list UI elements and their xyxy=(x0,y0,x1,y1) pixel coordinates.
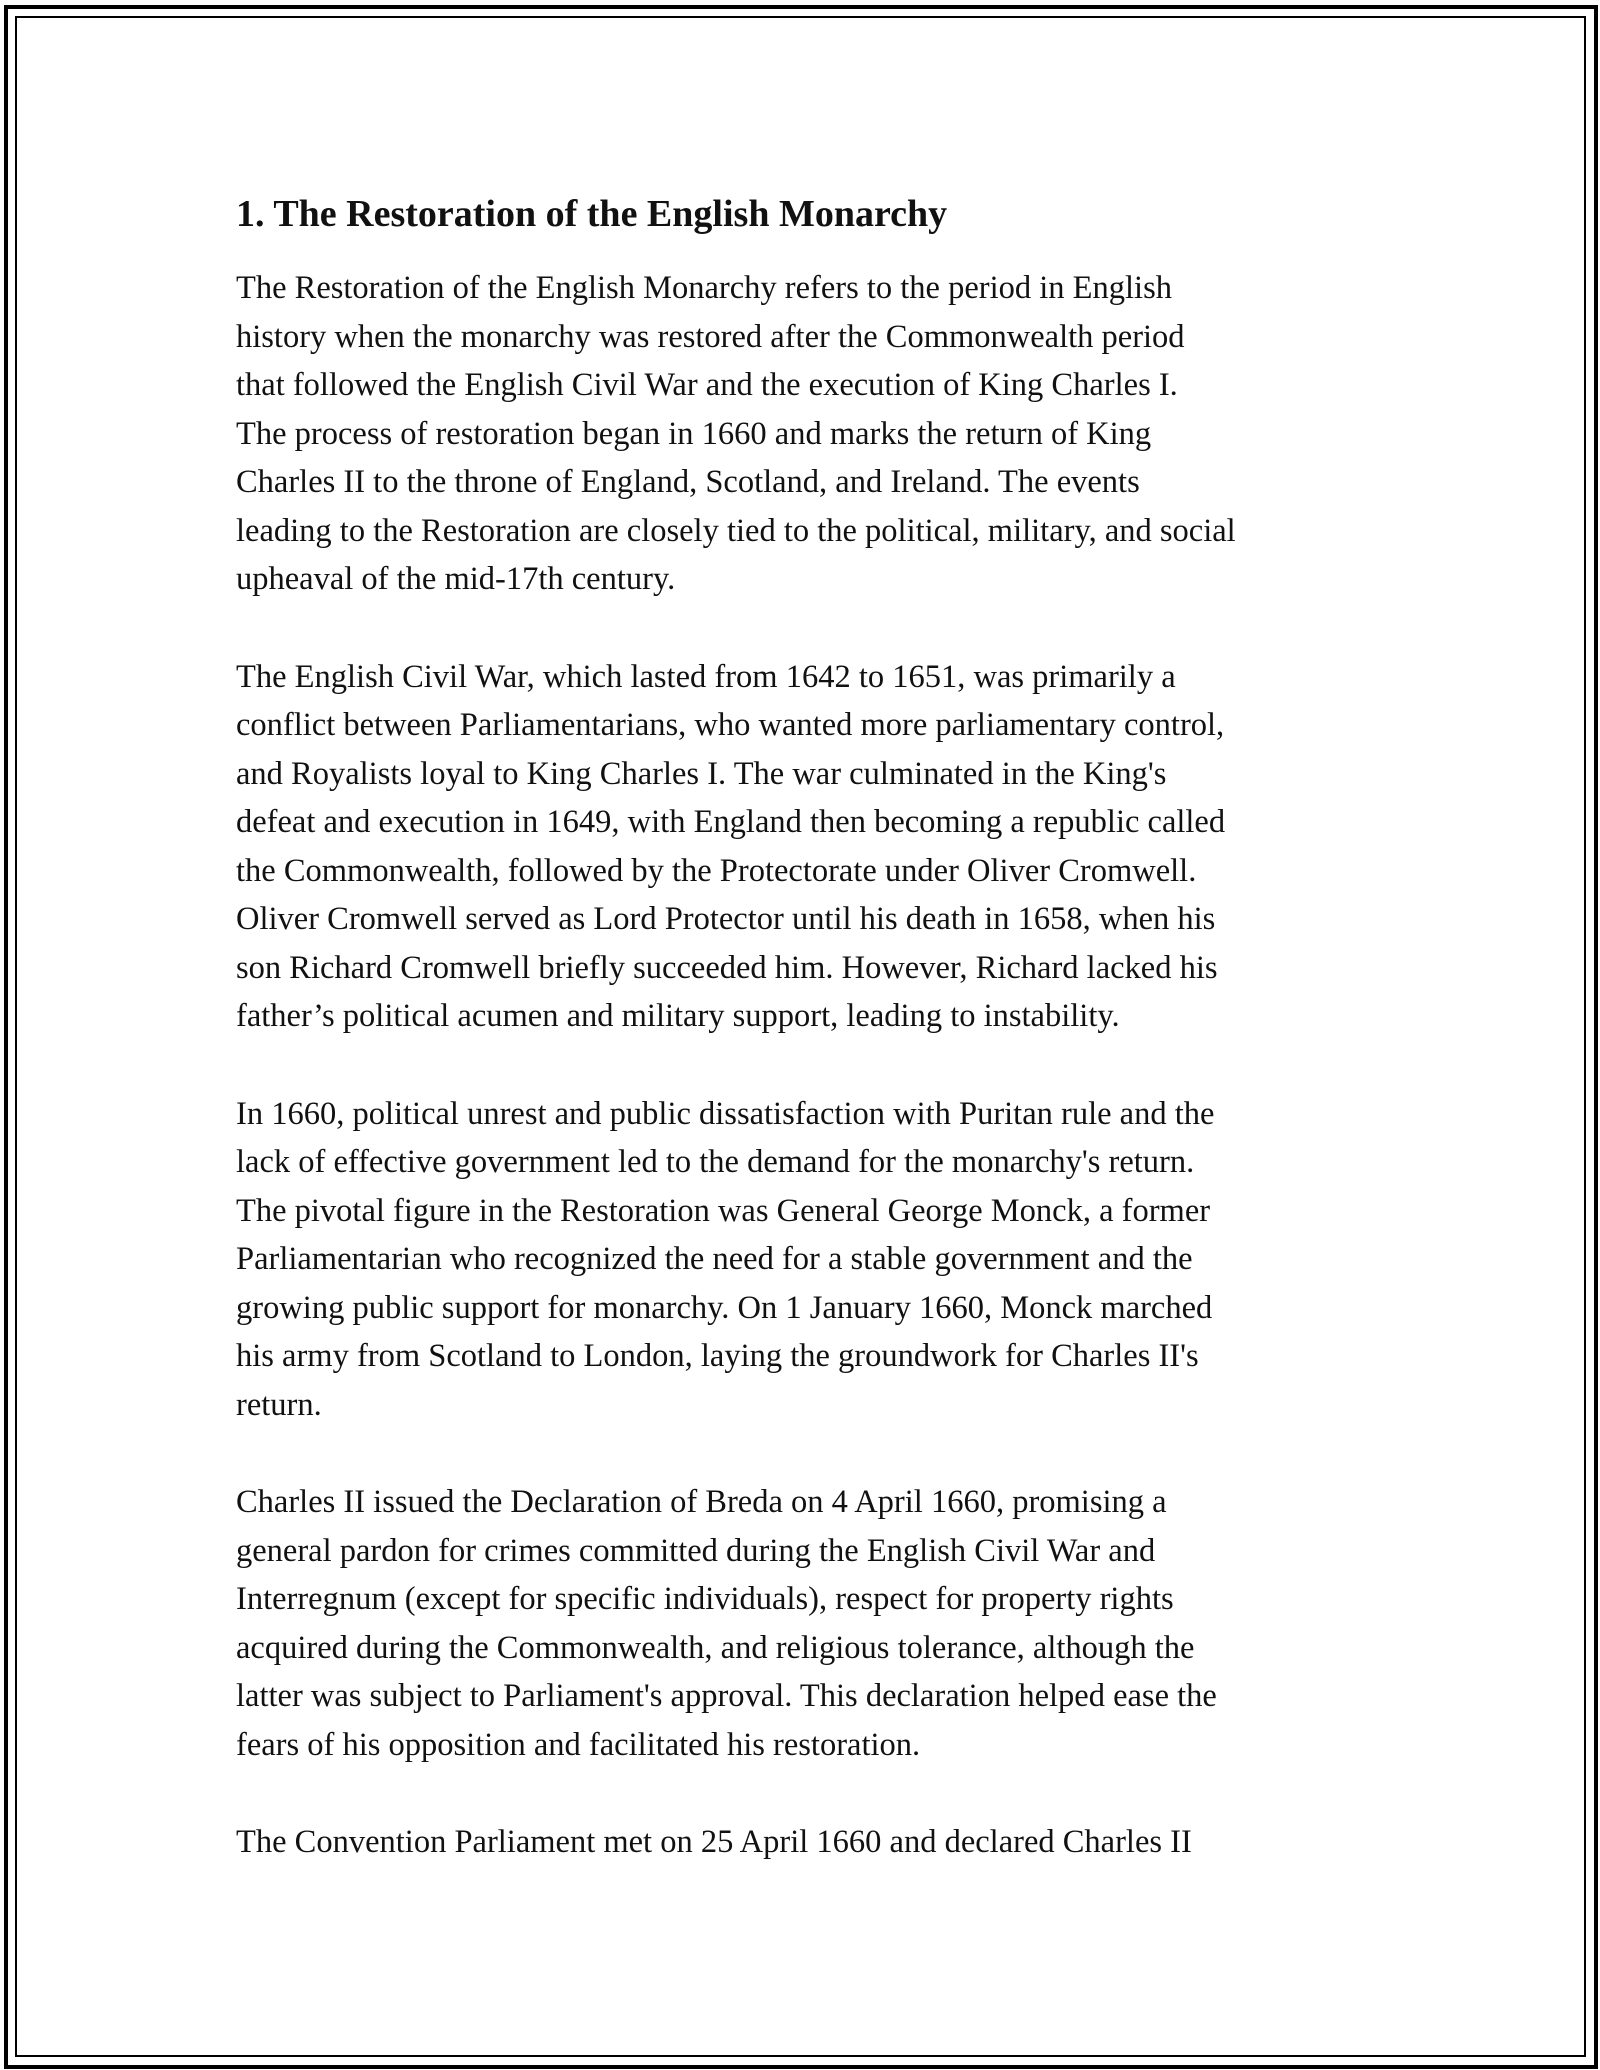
text-line: latter was subject to Parliament's approval. This declaration helped ease the xyxy=(236,1678,1217,1714)
text-line: acquired during the Commonwealth, and religious tolerance, although the xyxy=(236,1629,1195,1666)
text-line: and Royalists loyal to King Charles I. The war culminated in the King's xyxy=(236,755,1167,792)
text-line: general pardon for crimes committed during the English Civil War and xyxy=(236,1532,1156,1569)
text-line: his army from Scotland to London, laying the groundwork for Charles II's xyxy=(236,1338,1199,1374)
text-line: The Restoration of the English Monarchy refers to the period in English xyxy=(236,270,1172,306)
text-line: defeat and execution in 1649, with England then becoming a republic called xyxy=(236,804,1226,840)
text-line: conflict between Parliamentarians, who wanted more parliamentary control, xyxy=(236,707,1225,743)
text-line: Oliver Cromwell served as Lord Protector until his death in 1658, when his xyxy=(236,901,1216,937)
section-title: 1. The Restoration of the English Monarchy xyxy=(236,193,948,235)
text-line: Charles II issued the Declaration of Breda on 4 April 1660, promising a xyxy=(236,1484,1167,1520)
text-line: return. xyxy=(236,1386,322,1423)
text-line: fears of his opposition and facilitated his restoration. xyxy=(236,1726,921,1763)
text-line: The process of restoration began in 1660 and marks the return of King xyxy=(236,415,1152,452)
text-line: son Richard Cromwell briefly succeeded him. However, Richard lacked his xyxy=(236,949,1218,986)
text-line: The English Civil War, which lasted from 1642 to 1651, was primarily a xyxy=(236,658,1176,695)
text-line: The pivotal figure in the Restoration was General George Monck, a former xyxy=(236,1192,1211,1229)
paragraph-5 xyxy=(236,1818,1386,1867)
text-line: lack of effective government led to the demand for the monarchy's return. xyxy=(236,1144,1195,1180)
text-line: the Commonwealth, followed by the Protectorate under Oliver Cromwell. xyxy=(236,852,1197,889)
paragraph-1 xyxy=(236,264,1386,604)
text-line: In 1660, political unrest and public dissatisfaction with Puritan rule and the xyxy=(236,1095,1215,1132)
paragraph-3 xyxy=(236,1090,1386,1430)
text-line: Charles II to the throne of England, Scotland, and Ireland. The events xyxy=(236,464,1140,500)
text-line: The Convention Parliament met on 25 April 1660 and declared Charles II xyxy=(236,1824,1192,1860)
text-line: that followed the English Civil War and the execution of King Charles I. xyxy=(236,367,1178,403)
document-body xyxy=(236,186,1386,1916)
text-line: growing public support for monarchy. On 1 January 1660, Monck marched xyxy=(236,1289,1213,1326)
paragraph-4 xyxy=(236,1478,1386,1769)
text-line: Parliamentarian who recognized the need for a stable government and the xyxy=(236,1241,1193,1277)
text-line: Interregnum (except for specific individuals), respect for property rights xyxy=(236,1581,1174,1617)
text-line: leading to the Restoration are closely tied to the political, military, and social xyxy=(236,512,1236,549)
text-line: history when the monarchy was restored after the Commonwealth period xyxy=(236,318,1185,355)
text-line: father’s political acumen and military support, leading to instability. xyxy=(236,998,1120,1034)
paragraph-2 xyxy=(236,653,1386,1041)
text-line: upheaval of the mid-17th century. xyxy=(236,561,676,597)
